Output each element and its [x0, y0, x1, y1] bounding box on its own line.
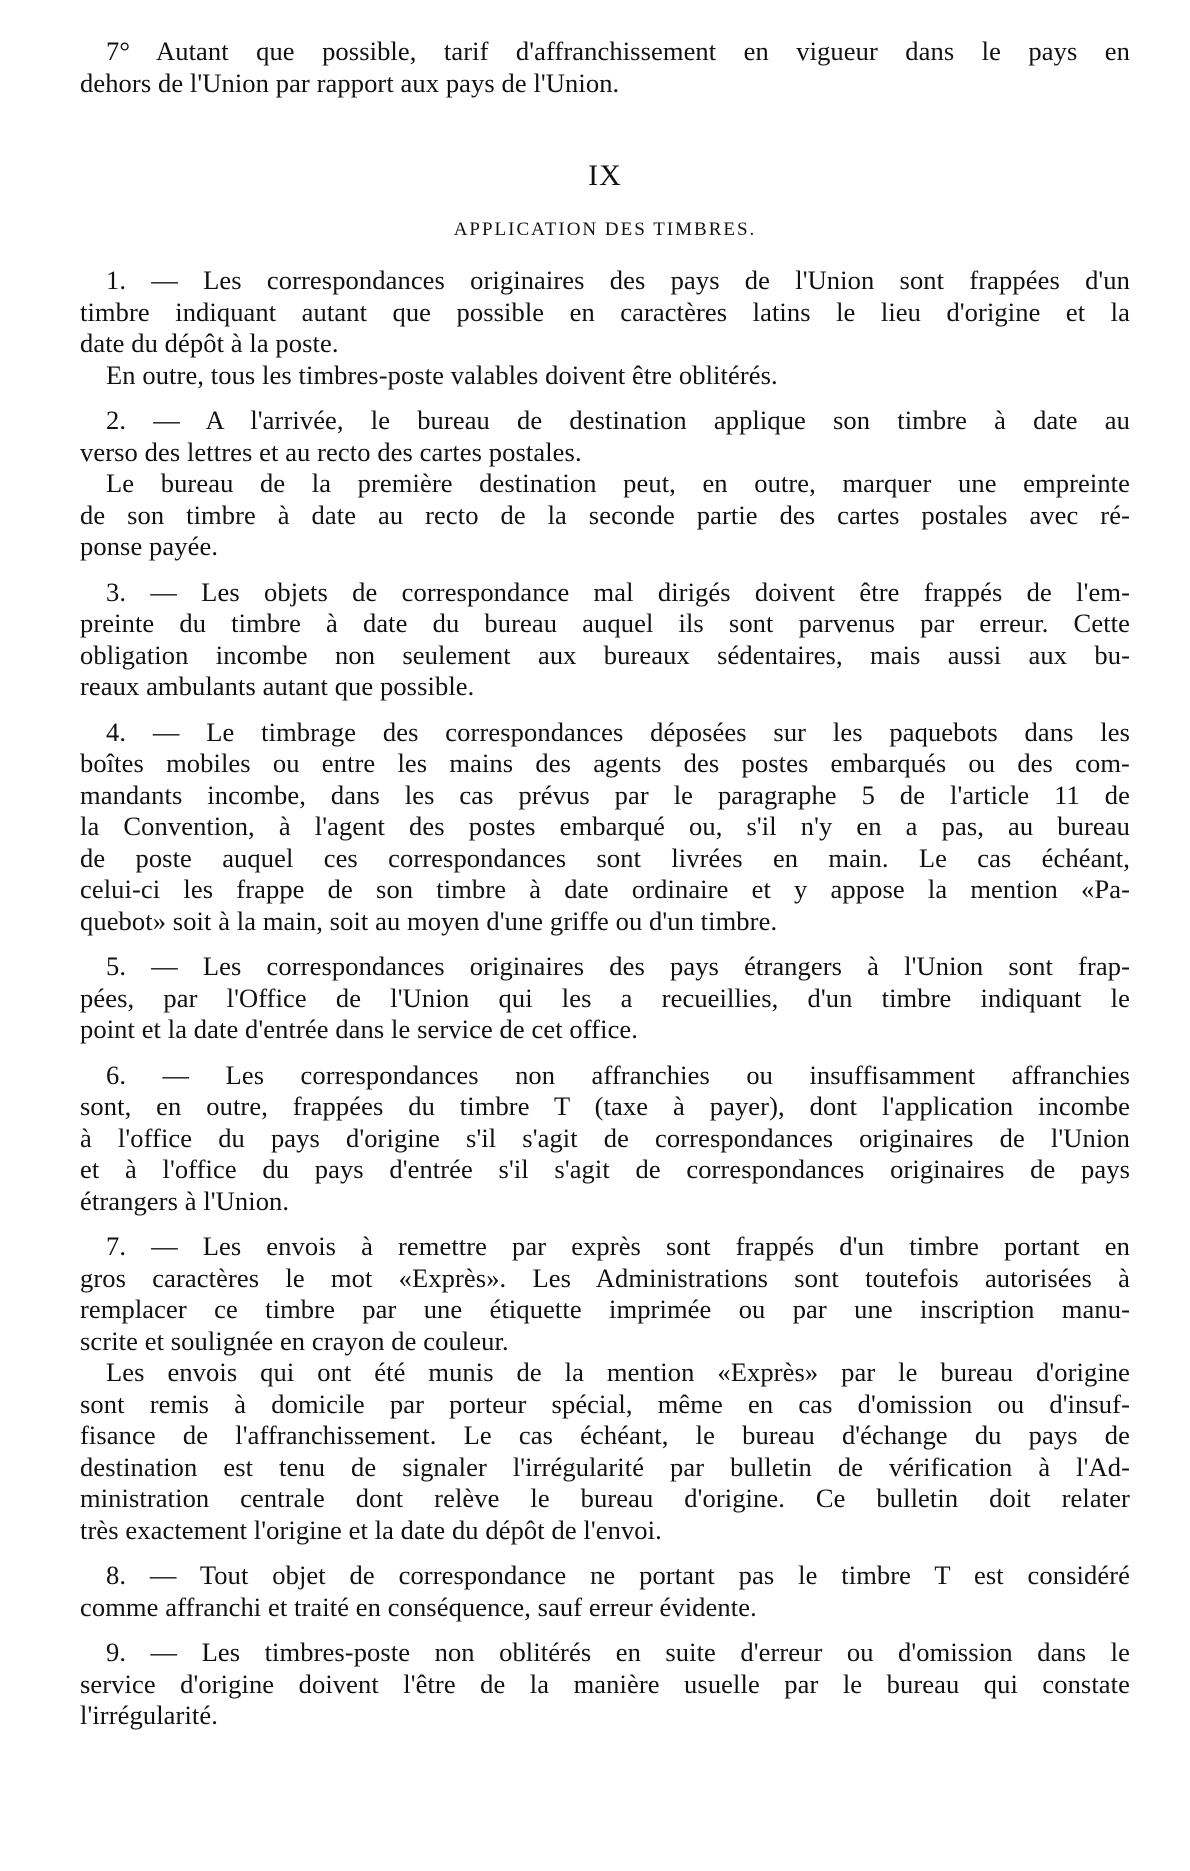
text-line: de poste auquel ces correspondances sont livrées en main. Le cas échéant, [80, 842, 1130, 873]
text-line: 9. — Les timbres-poste non oblitérés en suite d'erreur ou d'omission dans le [106, 1637, 1130, 1667]
paragraph-2 [80, 405, 1130, 468]
text-line: sont, en outre, frappées du timbre T (taxe à payer), dont l'application incombe [80, 1091, 1130, 1121]
paragraph-7 [80, 1231, 1130, 1357]
text-line: 2. — A l'arrivée, le bureau de destination applique son timbre à date au [106, 405, 1130, 435]
paragraph-8 [80, 1560, 1130, 1623]
text-line: obligation incombe non seulement aux bureaux sédentaires, mais aussi aux bu- [80, 639, 1130, 670]
text-line: 7° Autant que possible, tarif d'affranchissement en vigueur dans le pays en [106, 36, 1130, 66]
text-line: 1. — Les correspondances originaires des pays de l'Union sont frappées d'un [106, 265, 1130, 295]
text-line: Les envois qui ont été munis de la mention «Exprès» par le bureau d'origine [106, 1357, 1130, 1387]
text-line: pées, par l'Office de l'Union qui les a recueillies, d'un timbre indiquant le [80, 982, 1130, 1013]
text-line: reaux ambulants autant que possible. [80, 671, 475, 701]
text-line: l'irrégularité. [80, 1700, 218, 1730]
section-number: IX [588, 159, 622, 192]
text-line: très exactement l'origine et la date du dépôt de l'envoi. [80, 1514, 662, 1545]
text-line: 5. — Les correspondances originaires des pays étrangers à l'Union sont frap- [106, 951, 1130, 981]
text-line: boîtes mobiles ou entre les mains des agents des postes embarqués ou des com- [80, 748, 1130, 778]
text-line: 7. — Les envois à remettre par exprès sont frappés d'un timbre portant en [106, 1231, 1130, 1261]
text-line: à l'office du pays d'origine s'il s'agit de correspondances originaires de l'Union [80, 1122, 1130, 1153]
text-line: 8. — Tout objet de correspondance ne portant pas le timbre T est considéré [106, 1560, 1130, 1590]
paragraph-1-continued [80, 360, 1130, 392]
text-line: 3. — Les objets de correspondance mal dirigés doivent être frappés de l'em- [106, 576, 1130, 607]
text-line: date du dépôt à la poste. [80, 328, 339, 358]
paragraph-3 [80, 577, 1130, 703]
document-page [80, 36, 1130, 1732]
paragraph-5 [80, 951, 1130, 1046]
text-line: Le bureau de la première destination peut, en outre, marquer une empreinte [106, 468, 1130, 498]
text-line: destination est tenu de signaler l'irrégularité par bulletin de vérification à l'Ad- [80, 1451, 1130, 1482]
text-line: service d'origine doivent l'être de la manière usuelle par le bureau qui constate [80, 1668, 1130, 1699]
text-line: En outre, tous les timbres-poste valables doivent être oblitérés. [106, 359, 778, 390]
text-line: mandants incombe, dans les cas prévus par le paragraphe 5 de l'article 11 de [80, 779, 1130, 810]
paragraph-7-continued [80, 1357, 1130, 1546]
text-line: ponse payée. [80, 531, 219, 561]
text-line: la Convention, à l'agent des postes embarqué ou, s'il n'y en a pas, au bureau [80, 811, 1130, 841]
paragraph-6 [80, 1060, 1130, 1218]
text-line: comme affranchi et traité en conséquence, sauf erreur évidente. [80, 1591, 757, 1622]
paragraph-2-continued [80, 468, 1130, 563]
section-title: APPLICATION DES TIMBRES. [453, 219, 757, 240]
text-line: point et la date d'entrée dans le service de cet office. [80, 1014, 639, 1044]
paragraph-9 [80, 1637, 1130, 1732]
text-line: fisance de l'affranchissement. Le cas échéant, le bureau d'échange du pays de [80, 1420, 1130, 1450]
paragraph-1 [80, 265, 1130, 360]
text-line: timbre indiquant autant que possible en caractères latins le lieu d'origine et la [80, 296, 1130, 327]
paragraph-4 [80, 717, 1130, 938]
text-line: 4. — Le timbrage des correspondances déposées sur les paquebots dans les [106, 716, 1130, 747]
text-line: gros caractères le mot «Exprès». Les Administrations sont toutefois autorisées à [80, 1262, 1130, 1293]
text-line: étrangers à l'Union. [80, 1185, 290, 1216]
text-line: ministration centrale dont relève le bureau d'origine. Ce bulletin doit relater [80, 1483, 1130, 1513]
text-line: de son timbre à date au recto de la seconde partie des cartes postales avec ré- [80, 499, 1130, 530]
text-line: celui-ci les frappe de son timbre à date ordinaire et y appose la mention «Pa- [80, 874, 1130, 904]
text-line: scrite et soulignée en crayon de couleur. [80, 1325, 509, 1356]
text-line: remplacer ce timbre par une étiquette imprimée ou par une inscription manu- [80, 1294, 1130, 1324]
text-line: sont remis à domicile par porteur spécial, même en cas d'omission ou d'insuf- [80, 1388, 1130, 1419]
text-line: dehors de l'Union par rapport aux pays de l'Union. [80, 67, 620, 98]
text-line: quebot» soit à la main, soit au moyen d'une griffe ou d'un timbre. [80, 905, 778, 936]
text-line: 6. — Les correspondances non affranchies ou insuffisamment affranchies [106, 1059, 1130, 1090]
intro-paragraph [80, 36, 1130, 99]
text-line: verso des lettres et au recto des cartes postales. [80, 436, 582, 467]
text-line: preinte du timbre à date du bureau auquel ils sont parvenus par erreur. Cette [80, 608, 1130, 638]
text-line: et à l'office du pays d'entrée s'il s'agit de correspondances originaires de pays [80, 1154, 1130, 1184]
